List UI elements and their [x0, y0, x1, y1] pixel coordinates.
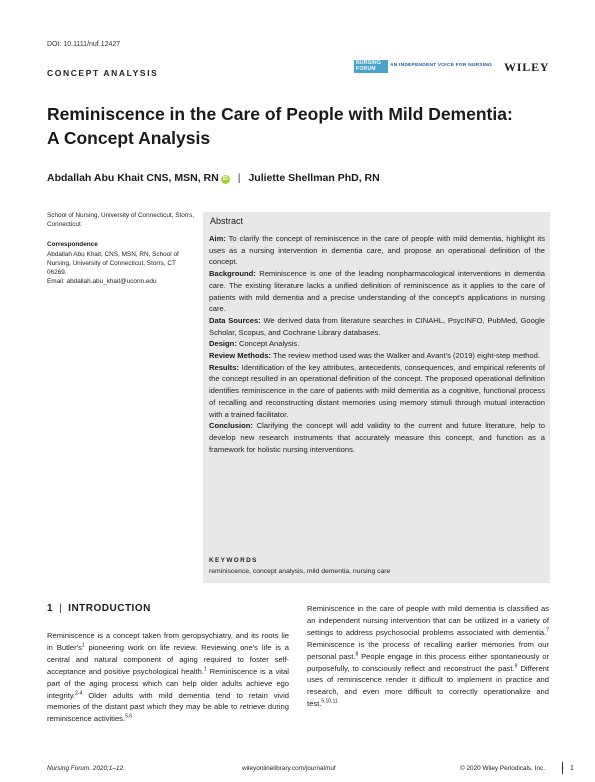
body-text: Reminiscence is a vital part of the aging process which can help older adults achieve ego integrity.	[47, 666, 289, 700]
methods-label: Review Methods:	[209, 351, 272, 361]
body-text: Older adults with mild dementia tend to retain vivid memories of the distant past which they may be able to retrieve during reminiscence activities.	[47, 690, 289, 724]
citation-ref[interactable]: 8	[355, 651, 359, 658]
body-column-left	[47, 630, 289, 725]
section-label: CONCEPT ANALYSIS	[47, 68, 159, 78]
citation-ref[interactable]: 1	[81, 642, 85, 649]
doi-text: DOI: 10.1111/nuf.12427	[47, 41, 121, 48]
correspondence-heading: Correspondence	[47, 241, 98, 248]
citation-ref[interactable]: 5,6	[125, 713, 133, 720]
abstract-aim	[209, 233, 545, 268]
abstract-methods	[209, 350, 545, 362]
body-text: People engage in this process either spontaneously or purposefully, to consciously reflect and reconstruct the past.	[307, 651, 549, 673]
body-text: Different uses of reminiscence render it difficult to implement in practice and research, and even more difficult to correctly operationalize and test.	[307, 663, 550, 709]
sources-label: Data Sources:	[209, 315, 261, 325]
section-number: 1	[47, 603, 54, 614]
footer-url[interactable]: wileyonlinelibrary.com/journal/nuf	[242, 765, 336, 772]
footer-copyright: © 2020 Wiley Periodicals, Inc.	[460, 765, 545, 772]
background-text: Reminiscence is one of the leading nonpharmacological interventions in dementia care. The existing literature lacks a unified definition of reminiscence as it applies to the care of patients with mild dementia and a precise understanding of the concept's applications in nursing care.	[209, 269, 545, 314]
results-text: Identification of the key attributes, antecedents, consequences, and empirical referents of the concept resulted in an operational definition of the concept. The proposed operational definition identifies reminiscence in the care of patients with mild dementia as a cognitive, functional process of recalling and reconstructing distant memories using memory stimuli through mutual interaction with a trained facilitator.	[209, 362, 545, 419]
correspondence-text: Abdallah Abu Khait, CNS, MSN, RN, School of Nursing, University of Connecticut, Storrs, CT 06269.	[47, 251, 179, 276]
author-1[interactable]: Abdallah Abu Khait CNS, MSN, RN	[47, 172, 219, 184]
section-title: INTRODUCTION	[68, 603, 151, 614]
design-text: Concept Analysis.	[236, 339, 300, 349]
correspondence-block	[47, 250, 197, 286]
conclusion-label: Conclusion:	[209, 421, 253, 431]
design-label: Design:	[209, 339, 237, 349]
journal-logo	[354, 60, 388, 73]
aim-text: To clarify the concept of reminiscence in the care of people with mild dementia, highlight its uses as a nursing intervention in dementia care, and propose an operational definition of the concept.	[209, 234, 545, 267]
body-text: Reminiscence is the process of recalling earlier memories from our personal past.	[307, 639, 549, 661]
methods-text: The review method used was the Walker and Avant's (2019) eight-step method.	[271, 351, 540, 361]
sources-text: We derived data from literature searches in CINAHL, PsycINFO, PubMed, Google Scholar, Scopus, and Cochrane Library databases.	[209, 315, 545, 337]
abstract-design	[209, 338, 545, 350]
footer-divider	[562, 762, 563, 774]
body-text: Reminiscence is a concept taken from geropsychiatry, and its roots lie in Butler's	[47, 631, 289, 652]
aim-label: Aim:	[209, 234, 226, 243]
journal-tagline: AN INDEPENDENT VOICE FOR NURSING	[390, 63, 493, 68]
keywords-heading: KEYWORDS	[209, 557, 258, 564]
journal-header	[354, 59, 554, 75]
correspondence-email[interactable]: Email: abdallah.abu_khait@uconn.edu	[47, 278, 157, 285]
abstract-heading: Abstract	[210, 216, 244, 226]
results-label: Results:	[209, 362, 239, 372]
affiliation: School of Nursing, University of Connecticut, Storrs, Connecticut	[47, 212, 195, 228]
body-text: pioneering work on life review. Reviewing one's life is a central and natural component of aging required to foster self-acceptance and positive psychological health.	[47, 642, 290, 676]
publisher-logo: WILEY	[504, 60, 550, 74]
section-bar: |	[59, 603, 63, 614]
body-column-right	[307, 603, 549, 710]
author-separator: |	[237, 172, 241, 184]
footer-journal: Nursing Forum. 2020;1–12.	[47, 765, 125, 772]
author-list	[47, 172, 380, 184]
orcid-icon[interactable]: iD	[222, 176, 228, 182]
abstract-box	[203, 212, 550, 583]
author-2[interactable]: Juliette Shellman PhD, RN	[248, 172, 380, 184]
title-line-2: A Concept Analysis	[47, 128, 211, 148]
keywords-list: reminiscence, concept analysis, mild dementia, nursing care	[209, 568, 391, 575]
abstract-body	[209, 233, 545, 455]
title-line-1: Reminiscence in the Care of People with Mild Dementia:	[47, 104, 513, 124]
journal-logo-line1: NURSING	[356, 60, 382, 66]
article-title	[47, 102, 567, 150]
page-number: 1	[570, 765, 574, 772]
background-label: Background:	[209, 269, 256, 279]
body-text: Reminiscence in the care of people with mild dementia is classified as an independent nursing intervention that can be utilized in a variety of settings to address psychosocial problems associated with dementia.	[307, 604, 549, 637]
abstract-results	[209, 362, 545, 421]
abstract-background	[209, 268, 545, 315]
citation-ref[interactable]: 7	[546, 627, 549, 634]
conclusion-text: Clarifying the concept will add validity to the current and future literature, help to develop new research instruments that accurately measure this concept, and function as a framework for holistic nursing interventions.	[209, 421, 545, 454]
abstract-sources	[209, 315, 545, 338]
journal-logo-line2: FORUM	[356, 66, 376, 72]
citation-ref[interactable]: 9	[514, 663, 518, 669]
abstract-conclusion	[209, 420, 545, 455]
citation-ref[interactable]: 2-4	[75, 690, 83, 696]
introduction-heading	[47, 603, 151, 614]
citation-ref[interactable]: 1	[203, 666, 207, 673]
citation-ref[interactable]: 5,10,11	[321, 698, 338, 705]
